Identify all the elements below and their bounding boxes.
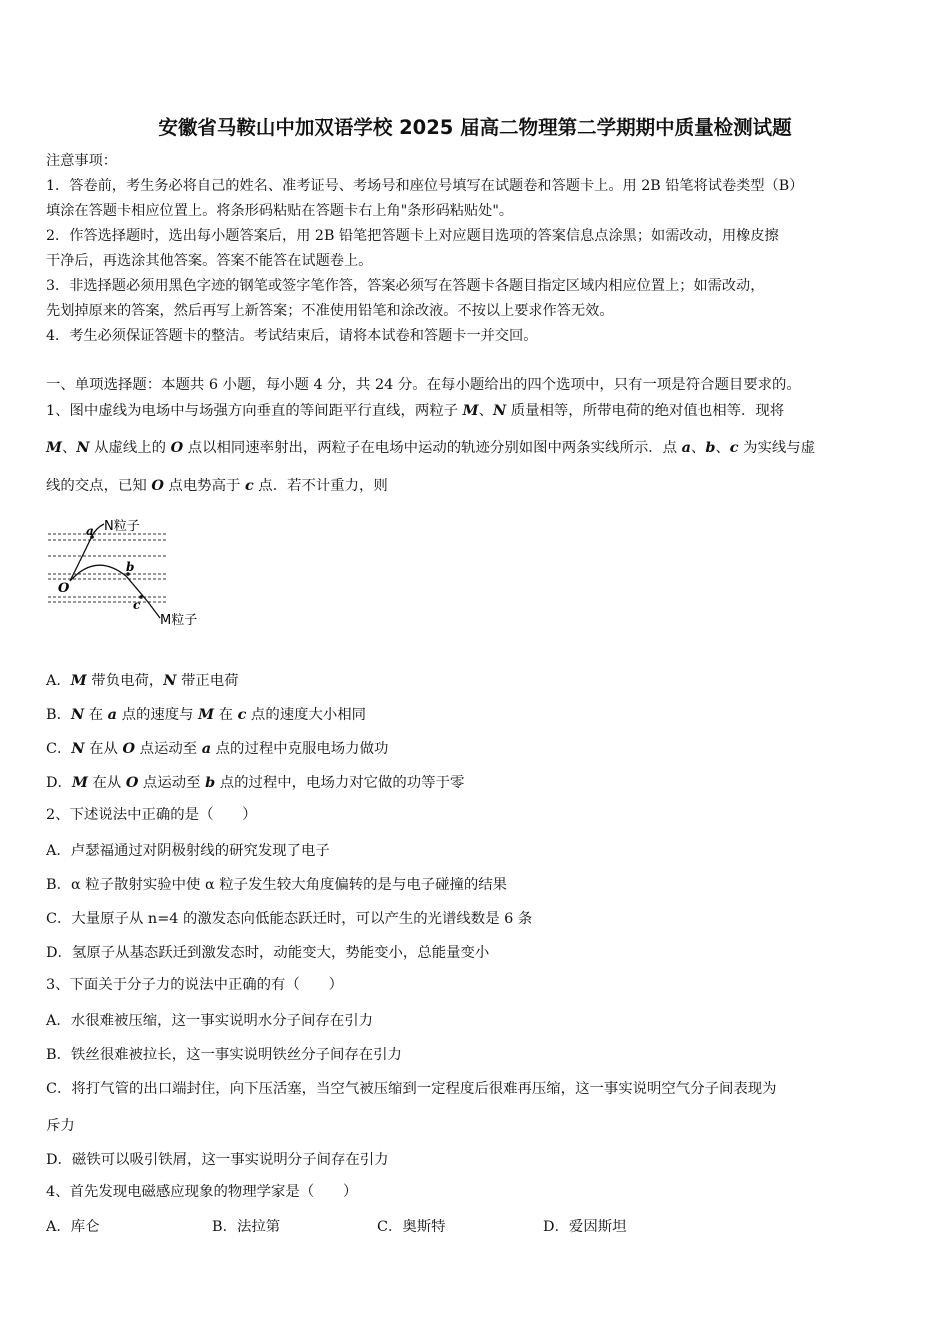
q3-option-c[interactable]: C．将打气管的出口端封住，向下压活塞，当空气被压缩到一定程度后很难再压缩，这一事实说明空气分子间表现为 bbox=[46, 1081, 777, 1097]
q4-option-d[interactable]: D．爱因斯坦 bbox=[543, 1219, 627, 1235]
q4-option-a[interactable]: A．库仑 bbox=[46, 1219, 100, 1235]
q2-option-c[interactable]: C．大量原子从 n=4 的激发态向低能态跃迁时，可以产生的光谱线数是 6 条 bbox=[46, 911, 533, 927]
m-particle-label: M粒子 bbox=[160, 613, 198, 628]
point-a-label: a bbox=[86, 524, 94, 538]
q3-option-a[interactable]: A．水很难被压缩，这一事实说明水分子间存在引力 bbox=[46, 1013, 373, 1029]
q4-option-b[interactable]: B．法拉第 bbox=[212, 1219, 281, 1235]
page-title: 安徽省马鞍山中加双语学校 2025 届高二物理第二学期期中质量检测试题 bbox=[158, 116, 792, 139]
q3-option-b[interactable]: B．铁丝很难被拉长，这一事实说明铁丝分子间存在引力 bbox=[46, 1047, 402, 1063]
q1-option-b[interactable]: B．N 在 a 点的速度与 M 在 c 点的速度大小相同 bbox=[46, 706, 367, 723]
q2-stem: 2、下述说法中正确的是（ ） bbox=[46, 807, 257, 823]
q1-stem-line-3: 线的交点，已知 O 点电势高于 c 点．若不计重力，则 bbox=[46, 477, 388, 494]
q2-option-a[interactable]: A．卢瑟福通过对阴极射线的研究发现了电子 bbox=[46, 843, 330, 859]
section-heading: 一、单项选择题：本题共 6 小题，每小题 4 分，共 24 分。在每小题给出的四个选项中，只有一项是符合题目要求的。 bbox=[46, 377, 801, 393]
notice-line: 先划掉原来的答案，然后再写上新答案；不准使用铅笔和涂改液。不按以上要求作答无效。 bbox=[46, 303, 614, 319]
point-o-label: O bbox=[58, 581, 70, 596]
q3-option-c-continued[interactable]: 斥力 bbox=[46, 1118, 75, 1134]
q3-option-d[interactable]: D．磁铁可以吸引铁屑，这一事实说明分子间存在引力 bbox=[46, 1152, 389, 1168]
q1-option-c[interactable]: C．N 在从 O 点运动至 a 点的过程中克服电场力做功 bbox=[46, 740, 389, 757]
point-c-label: c bbox=[133, 598, 141, 612]
q1-stem-line-1: 1、图中虚线为电场中与场强方向垂直的等间距平行直线，两粒子 M、N 质量相等，所带电荷的绝对值也相等．现将 bbox=[46, 402, 785, 419]
n-particle-label: N粒子 bbox=[104, 519, 140, 534]
q1-option-a[interactable]: A．M 带负电荷，N 带正电荷 bbox=[46, 672, 239, 689]
notice-heading: 注意事项： bbox=[46, 153, 117, 169]
q1-stem-line-2: M、N 从虚线上的 O 点以相同速率射出，两粒子在电场中运动的轨迹分别如图中两条实线所示．点 a、b、c 为实线与虚 bbox=[46, 439, 816, 456]
electric-field-figure bbox=[44, 512, 214, 632]
notice-line: 1．答卷前，考生务必将自己的姓名、准考证号、考场号和座位号填写在试题卷和答题卡上。用 2B 铅笔将试卷类型（B） bbox=[46, 178, 804, 194]
point-b-label: b bbox=[126, 560, 135, 574]
notice-line: 4．考生必须保证答题卡的整洁。考试结束后，请将本试卷和答题卡一并交回。 bbox=[46, 328, 538, 344]
q4-stem: 4、首先发现电磁感应现象的物理学家是（ ） bbox=[46, 1184, 358, 1200]
q3-stem: 3、下面关于分子力的说法中正确的有（ ） bbox=[46, 977, 343, 993]
notice-line: 2．作答选择题时，选出每小题答案后，用 2B 铅笔把答题卡上对应题目选项的答案信息点涂黑；如需改动，用橡皮擦 bbox=[46, 228, 779, 244]
q4-option-c[interactable]: C．奥斯特 bbox=[377, 1219, 446, 1235]
q2-option-b[interactable]: B．α 粒子散射实验中使 α 粒子发生较大角度偏转的是与电子碰撞的结果 bbox=[46, 877, 508, 893]
notice-line: 干净后，再选涂其他答案。答案不能答在试题卷上。 bbox=[46, 253, 373, 269]
m-particle-trajectory bbox=[70, 565, 160, 618]
notice-line: 填涂在答题卡相应位置上。将条形码粘贴在答题卡右上角"条形码粘贴处"。 bbox=[46, 203, 514, 219]
notice-line: 3．非选择题必须用黑色字迹的钢笔或签字笔作答，答案必须写在答题卡各题目指定区域内相应位置上；如需改动， bbox=[46, 278, 765, 294]
q2-option-d[interactable]: D．氢原子从基态跃迁到激发态时，动能变大，势能变小，总能量变小 bbox=[46, 945, 490, 961]
q1-option-d[interactable]: D．M 在从 O 点运动至 b 点的过程中，电场力对它做的功等于零 bbox=[46, 774, 465, 791]
